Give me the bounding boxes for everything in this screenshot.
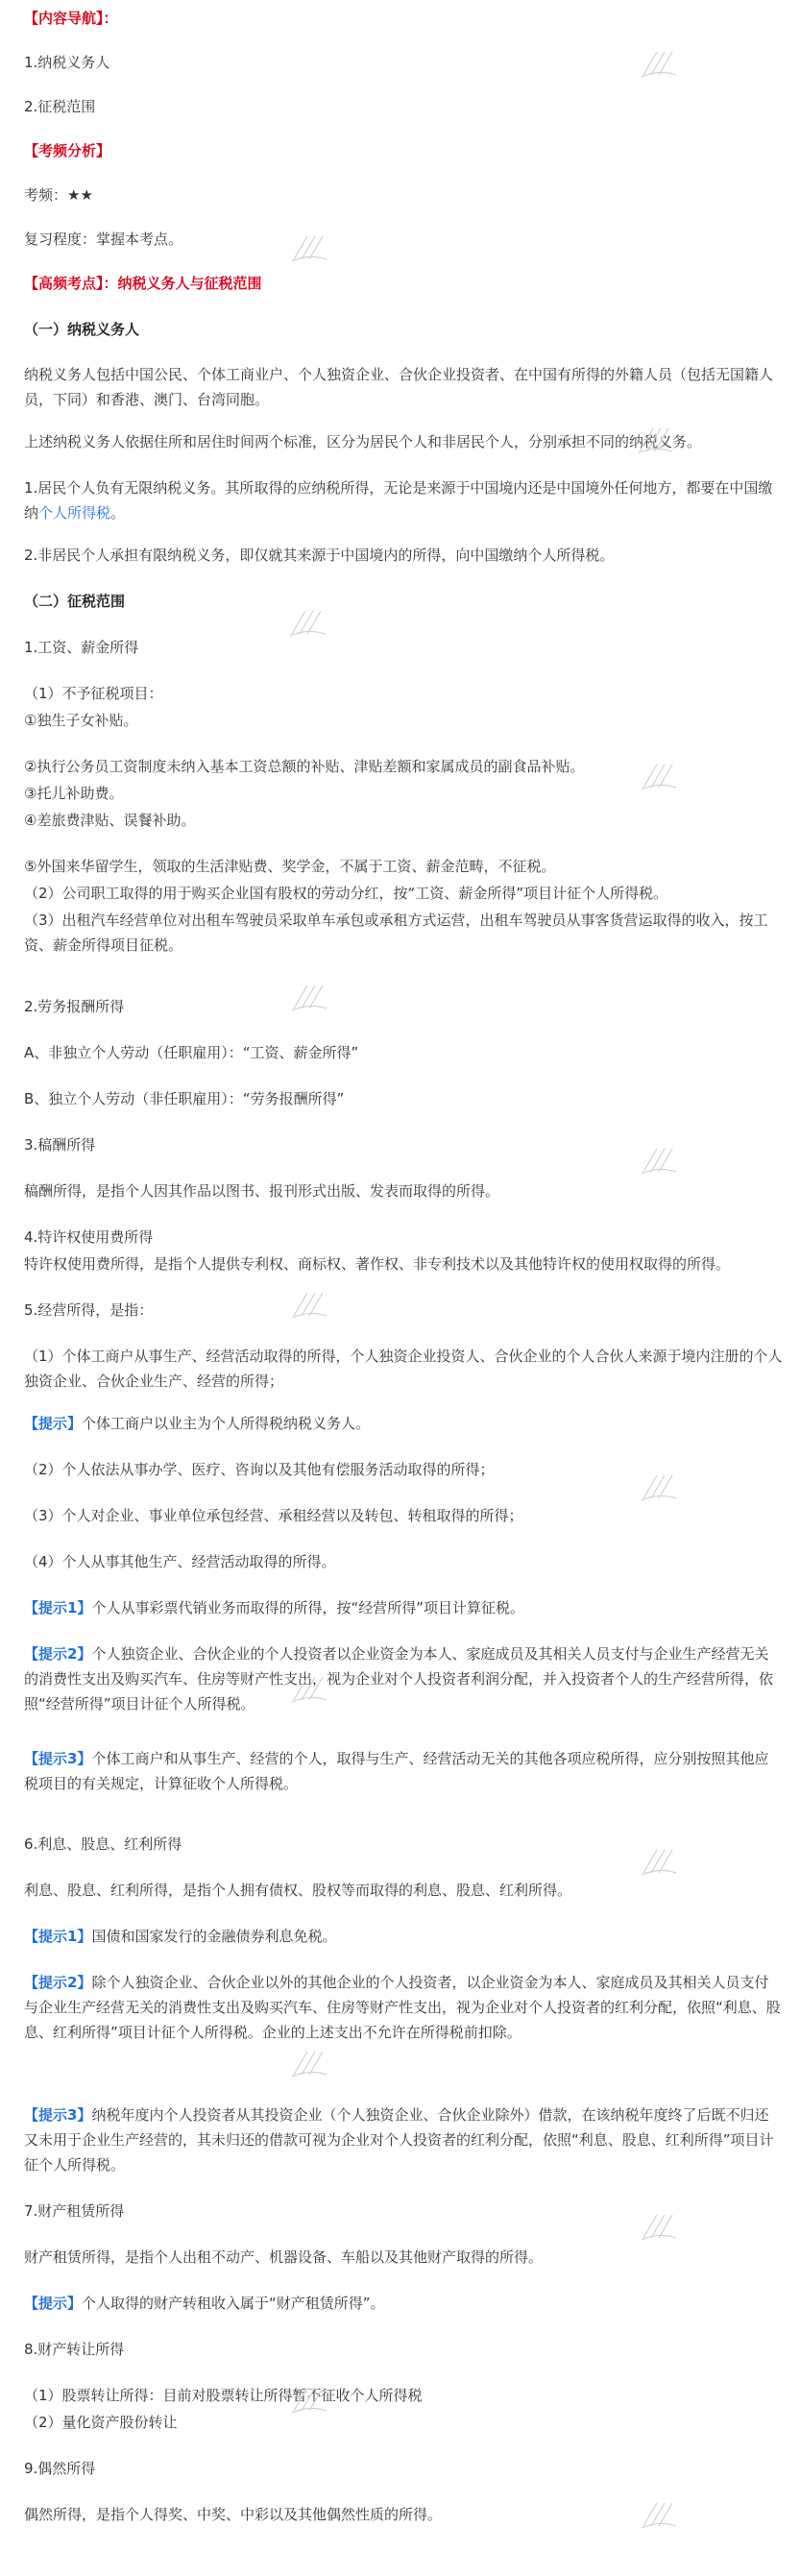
labor-heading: 2.劳务报酬所得	[24, 998, 125, 1015]
wages-item3: ③托儿补助费。	[24, 785, 124, 802]
nav-item-scope: 2.征税范围	[24, 98, 96, 115]
labor-a: A、非独立个人劳动（任职雇用）：“工资、薪金所得”	[24, 1044, 359, 1061]
interest-tip3-text: 纳税年度内个人投资者从其投资企业（个人独资企业、合伙企业除外）借款，在该纳税年度终了后既不归还又未用于企业生产经营的，其未归还的借款可视为企业对个人投资者的红利分配，依照“利息、股息、红利所得”项目计征个人所得税。	[24, 2106, 774, 2174]
hot-topic-title: 【高频考点】：纳税义务人与征税范围	[24, 275, 262, 292]
business-s4: （4）个人从事其他生产、经营活动取得的所得。	[24, 1553, 336, 1570]
business-tip	[24, 1411, 783, 1436]
tip3-text: 个体工商户和从事生产、经营的个人，取得与生产、经营活动无关的其他各项应税所得，应分别按照其他应税项目的有关规定，计算征收个人所得税。	[24, 1750, 769, 1792]
business-s3: （3）个人对企业、事业单位承包经营、承租经营以及转包、转租取得的所得；	[24, 1507, 523, 1524]
transfer-heading: 8.财产转让所得	[24, 2341, 125, 2358]
royalty-para: 特许权使用费所得，是指个人提供专利权、商标权、著作权、非专利技术以及其他特许权的使用权取得的所得。	[24, 1255, 731, 1273]
interest-tip3-label: 【提示3】	[24, 2106, 92, 2124]
section1-para4: 2.非居民个人承担有限纳税义务，即仅就其来源于中国境内的所得，向中国缴纳个人所得税。	[24, 547, 615, 564]
section1-para2: 上述纳税义务人依据住所和居住时间两个标准，区分为居民个人和非居民个人，分别承担不同的纳税义务。	[24, 433, 702, 450]
business-tip3	[24, 1746, 783, 1796]
interest-tip2-text: 除个人独资企业、合伙企业以外的其他企业的个人投资者，以企业资金为本人、家庭成员及其相关人员支付与企业生产经营无关的消费性支出及购买汽车、住房等财产性支出，视为企业对个人投资者的红利分配，依照“利息、股息、红利所得”项目计征个人所得税。企业的上述支出不允许在所得税前扣除。	[24, 1974, 781, 2041]
section2-title: （二）征税范围	[24, 593, 126, 610]
interest-tip1	[24, 1924, 783, 1949]
business-tip1	[24, 1595, 783, 1620]
business-heading: 5.经营所得，是指：	[24, 1301, 154, 1319]
section1-para3	[24, 475, 783, 525]
wages-item4: ④差旅费津贴、误餐补助。	[24, 812, 196, 829]
interest-tip2-label: 【提示2】	[24, 1974, 92, 1991]
lease-tip-label: 【提示】	[24, 2295, 83, 2312]
section1-title: （一）纳税义务人	[24, 321, 140, 338]
watermark-icon	[288, 2046, 330, 2080]
business-s1: （1）个体工商户从事生产、经营活动取得的所得，个人独资企业投资人、合伙企业的个人合伙人来源于境内注册的个人独资企业、合伙企业生产、经营的所得；	[24, 1348, 783, 1390]
tip1-label: 【提示1】	[24, 1599, 92, 1616]
chance-heading: 9.偶然所得	[24, 2460, 96, 2477]
tip2-text: 个人独资企业、合伙企业的个人投资者以企业资金为本人、家庭成员及其相关人员支付与企业生产经营无关的消费性支出及购买汽车、住房等财产性支出，视为企业对个人投资者利润分配，并入投资者个人的生产经营所得，依照“经营所得”项目计征个人所得税。	[24, 1645, 774, 1713]
section1-para3-text: 1.居民个人负有无限纳税义务。其所取得的应纳税所得，无论是来源于中国境内还是中国境外任何地方，都要在中国缴纳	[24, 479, 773, 522]
interest-tip1-label: 【提示1】	[24, 1928, 92, 1945]
transfer-s1: （1）股票转让所得：目前对股票转让所得暂不征收个人所得税	[24, 2387, 423, 2404]
interest-heading: 6.利息、股息、红利所得	[24, 1835, 182, 1853]
chance-para: 偶然所得，是指个人得奖、中奖、中彩以及其他偶然性质的所得。	[24, 2506, 443, 2523]
lease-heading: 7.财产租赁所得	[24, 2202, 125, 2220]
lease-para: 财产租赁所得，是指个人出租不动产、机器设备、车船以及其他财产取得的所得。	[24, 2248, 544, 2266]
transfer-s2: （2）量化资产股份转让	[24, 2414, 178, 2431]
interest-tip1-text: 国债和国家发行的金融债券利息免税。	[91, 1928, 337, 1945]
wages-item2: ②执行公务员工资制度未纳入基本工资总额的补贴、津贴差额和家属成员的副食品补贴。	[24, 758, 585, 775]
interest-tip3	[24, 2102, 783, 2177]
analysis-mastery: 复习程度：掌握本考点。	[24, 231, 183, 248]
section1-para1: 纳税义务人包括中国公民、个体工商业户、个人独资企业、合伙企业投资者、在中国有所得的外籍人员（包括无国籍人员，下同）和香港、澳门、台湾同胞。	[24, 366, 774, 408]
lease-tip	[24, 2291, 783, 2316]
business-s2: （2）个人依法从事办学、医疗、咨询以及其他有偿服务活动取得的所得；	[24, 1461, 495, 1478]
labor-b: B、独立个人劳动（非任职雇用）：“劳务报酬所得”	[24, 1090, 345, 1107]
nav-title: 【内容导航】：	[24, 10, 118, 27]
interest-tip2	[24, 1970, 783, 2045]
tip-text: 个体工商户以业主为个人所得税纳税义务人。	[82, 1415, 371, 1432]
tip1-text: 个人从事彩票代销业务而取得的所得，按“经营所得”项目计算征税。	[91, 1599, 524, 1616]
analysis-title: 【考频分析】	[24, 142, 111, 159]
section1-para3-end: 。	[110, 504, 126, 522]
author-heading: 3.稿酬所得	[24, 1136, 96, 1154]
lease-tip-text: 个人取得的财产转租收入属于“财产租赁所得”。	[82, 2295, 385, 2312]
wages-sub2: （2）公司职工取得的用于购买企业国有股权的劳动分红，按“工资、薪金所得”项目计征个人所得税。	[24, 885, 668, 902]
analysis-frequency: 考频：★★	[24, 186, 93, 204]
individual-income-tax-link[interactable]: 个人所得税	[38, 504, 111, 522]
wages-heading: 1.工资、薪金所得	[24, 639, 139, 656]
wages-sub1: （1）不予征税项目：	[24, 685, 163, 702]
royalty-heading: 4.特许权使用费所得	[24, 1228, 154, 1246]
tip2-label: 【提示2】	[24, 1645, 92, 1663]
interest-para: 利息、股息、红利所得，是指个人拥有债权、股权等而取得的利息、股息、红利所得。	[24, 1882, 572, 1899]
author-para: 稿酬所得，是指个人因其作品以图书、报刊形式出版、发表而取得的所得。	[24, 1182, 500, 1200]
wages-item5: ⑤外国来华留学生，领取的生活津贴费、奖学金，不属于工资、薪金范畴，不征税。	[24, 858, 556, 875]
tip3-label: 【提示3】	[24, 1750, 92, 1767]
business-tip2	[24, 1641, 783, 1716]
wages-item1: ①独生子女补贴。	[24, 712, 138, 729]
tip-label: 【提示】	[24, 1415, 83, 1432]
wages-sub3: （3）出租汽车经营单位对出租车驾驶员采取单车承包或承租方式运营，出租车驾驶员从事客货营运取得的收入，按工资、薪金所得项目征税。	[24, 911, 768, 954]
nav-item-taxpayer: 1.纳税义务人	[24, 54, 110, 71]
